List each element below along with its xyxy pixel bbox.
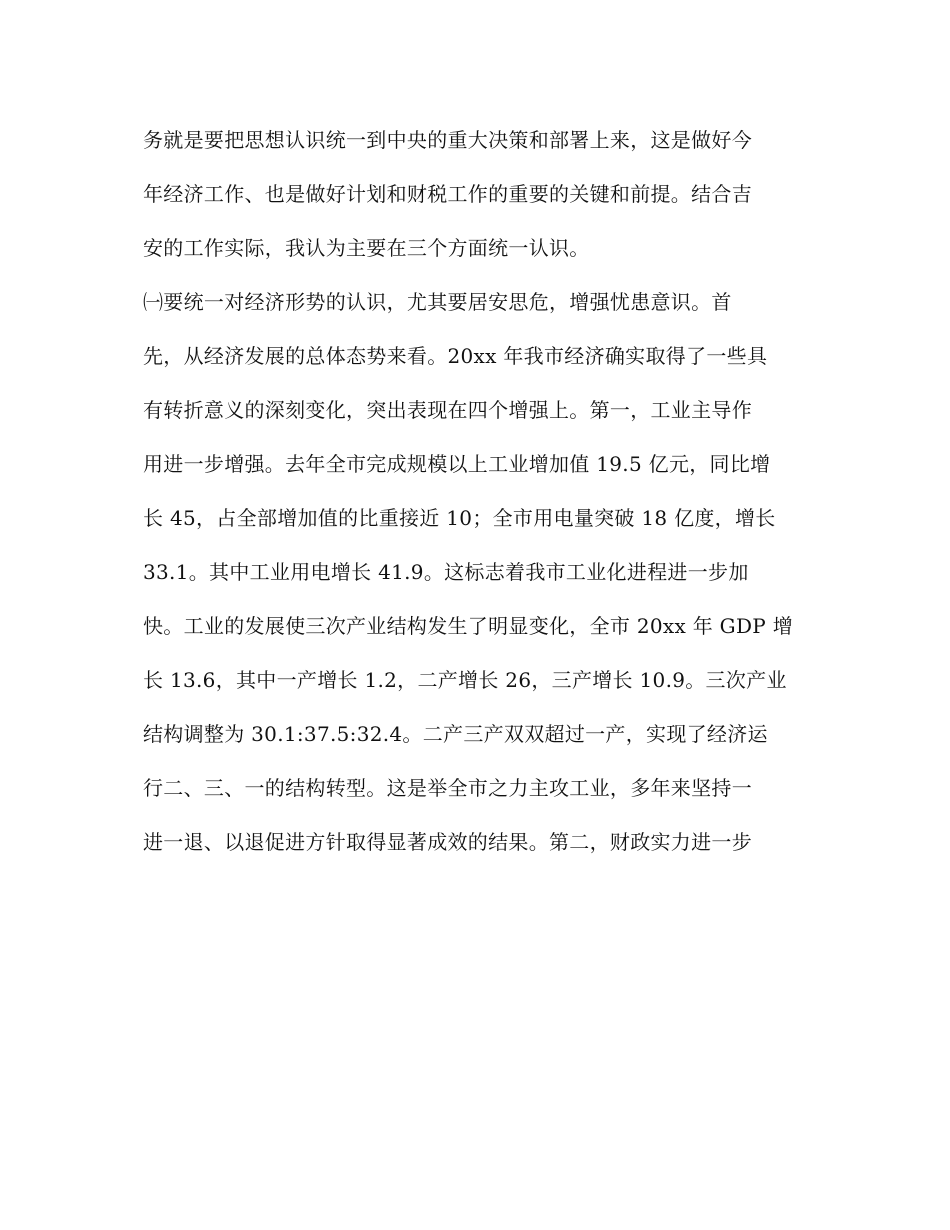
text-line: 进一退、以退促进方针取得显著成效的结果。第二，财政实力进一步 [143, 830, 752, 854]
text-line: ㈠要统一对经济形势的认识，尤其要居安思危，增强忧患意识。首 [143, 290, 732, 314]
text-line: 长 45，占全部增加值的比重接近 10；全市用电量突破 18 亿度，增长 [143, 506, 776, 530]
text-line: 结构调整为 30.1:37.5:32.4。二产三产双双超过一产，实现了经济运 [143, 722, 768, 746]
text-line: 有转折意义的深刻变化，突出表现在四个增强上。第一，工业主导作 [143, 398, 752, 422]
text-line: 用进一步增强。去年全市完成规模以上工业增加值 19.5 亿元，同比增 [143, 452, 771, 476]
text-line: 务就是要把思想认识统一到中央的重大决策和部署上来，这是做好今 [143, 128, 752, 152]
text-line: 长 13.6，其中一产增长 1.2，二产增长 26，三产增长 10.9。三次产业 [143, 668, 787, 692]
text-line: 先，从经济发展的总体态势来看。20xx 年我市经济确实取得了一些具 [143, 344, 768, 368]
text-line: 33.1。其中工业用电增长 41.9。这标志着我市工业化进程进一步加 [143, 560, 749, 584]
text-line: 行二、三、一的结构转型。这是举全市之力主攻工业，多年来坚持一 [143, 776, 752, 800]
text-line: 快。工业的发展使三次产业结构发生了明显变化，全市 20xx 年 GDP 增 [143, 614, 794, 638]
text-line: 年经济工作、也是做好计划和财税工作的重要的关键和前提。结合吉 [143, 182, 752, 206]
text-line: 安的工作实际，我认为主要在三个方面统一认识。 [143, 236, 590, 260]
body-text [143, 122, 813, 878]
